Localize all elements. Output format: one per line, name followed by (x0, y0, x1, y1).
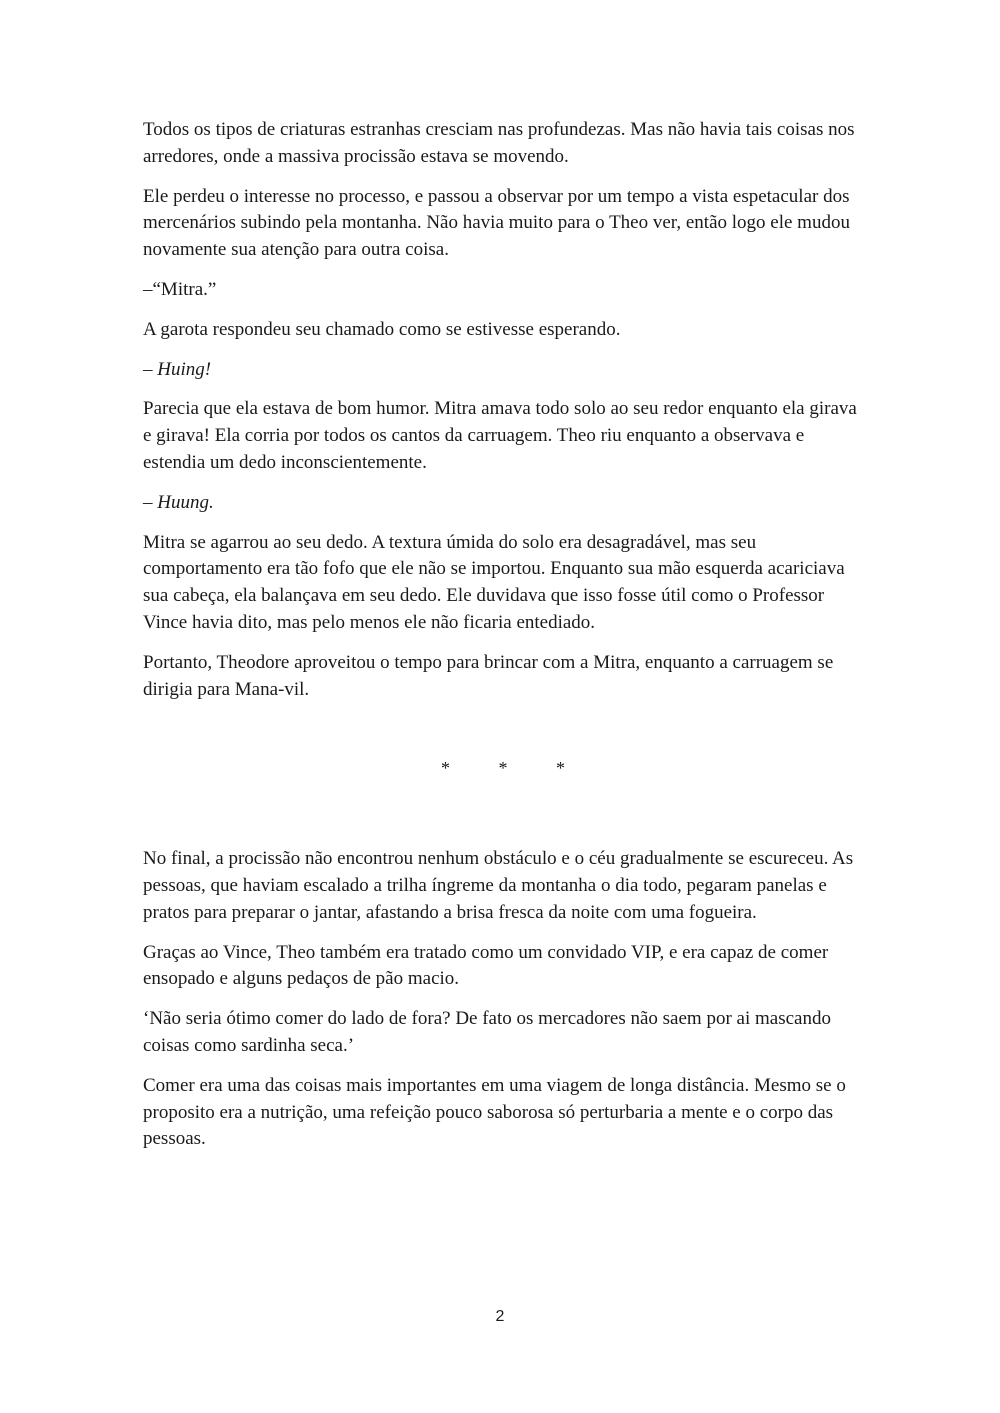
paragraph: Portanto, Theodore aproveitou o tempo para brincar com a Mitra, enquanto a carruagem se dirigia para Mana-vil. (143, 651, 834, 700)
paragraph: Ele perdeu o interesse no processo, e passou a observar por um tempo a vista espetacular dos mercenários subindo pela montanha. Não havia muito para o Theo ver, então logo ele mudou novamente sua atenção para outra coisa. (143, 185, 850, 261)
thought-line: ‘Não seria ótimo comer do lado de fora? De fato os mercadores não saem por ai mascando coisas como sardinha seca.’ (143, 1008, 831, 1056)
page-number: 2 (495, 1308, 505, 1325)
paragraph: A garota respondeu seu chamado como se estivesse esperando. (143, 318, 621, 340)
paragraph: No final, a procissão não encontrou nenhum obstáculo e o céu gradualmente se escureceu. As pessoas, que haviam escalado a trilha íngreme da montanha o dia todo, pegaram panelas e pratos para preparar o jantar, afastando a brisa fresca da noite com uma fogueira. (143, 848, 854, 923)
paragraph: Todos os tipos de criaturas estranhas cresciam nas profundezas. Mas não havia tais coisas nos arredores, onde a massiva procissão estava se movendo. (143, 119, 855, 167)
paragraph: Graças ao Vince, Theo também era tratado como um convidado VIP, e era capaz de comer ensopado e alguns pedaços de pão macio. (143, 941, 829, 990)
sound-effect-line: – Huing! (143, 358, 212, 380)
sound-effect-line: – Huung. (143, 491, 214, 513)
page-body (143, 117, 863, 1166)
paragraph: Parecia que ela estava de bom humor. Mitra amava todo solo ao seu redor enquanto ela girava e girava! Ela corria por todos os cantos da carruagem. Theo riu enquanto a observava e estendia um dedo inconscientemente. (143, 398, 857, 473)
dialogue-line: –“Mitra.” (143, 278, 217, 300)
scene-separator: * * * (441, 758, 587, 779)
paragraph: Mitra se agarrou ao seu dedo. A textura úmida do solo era desagradável, mas seu comportamento era tão fofo que ele não se importou. Enquanto sua mão esquerda acariciava sua cabeça, ela balançava em seu dedo. Ele duvidava que isso fosse útil como o Professor Vince havia dito, mas pelo menos ele não ficaria entediado. (143, 531, 845, 633)
paragraph: Comer era uma das coisas mais importantes em uma viagem de longa distância. Mesmo se o proposito era a nutrição, uma refeição pouco saborosa só perturbaria a mente e o corpo das pessoas. (143, 1074, 846, 1150)
